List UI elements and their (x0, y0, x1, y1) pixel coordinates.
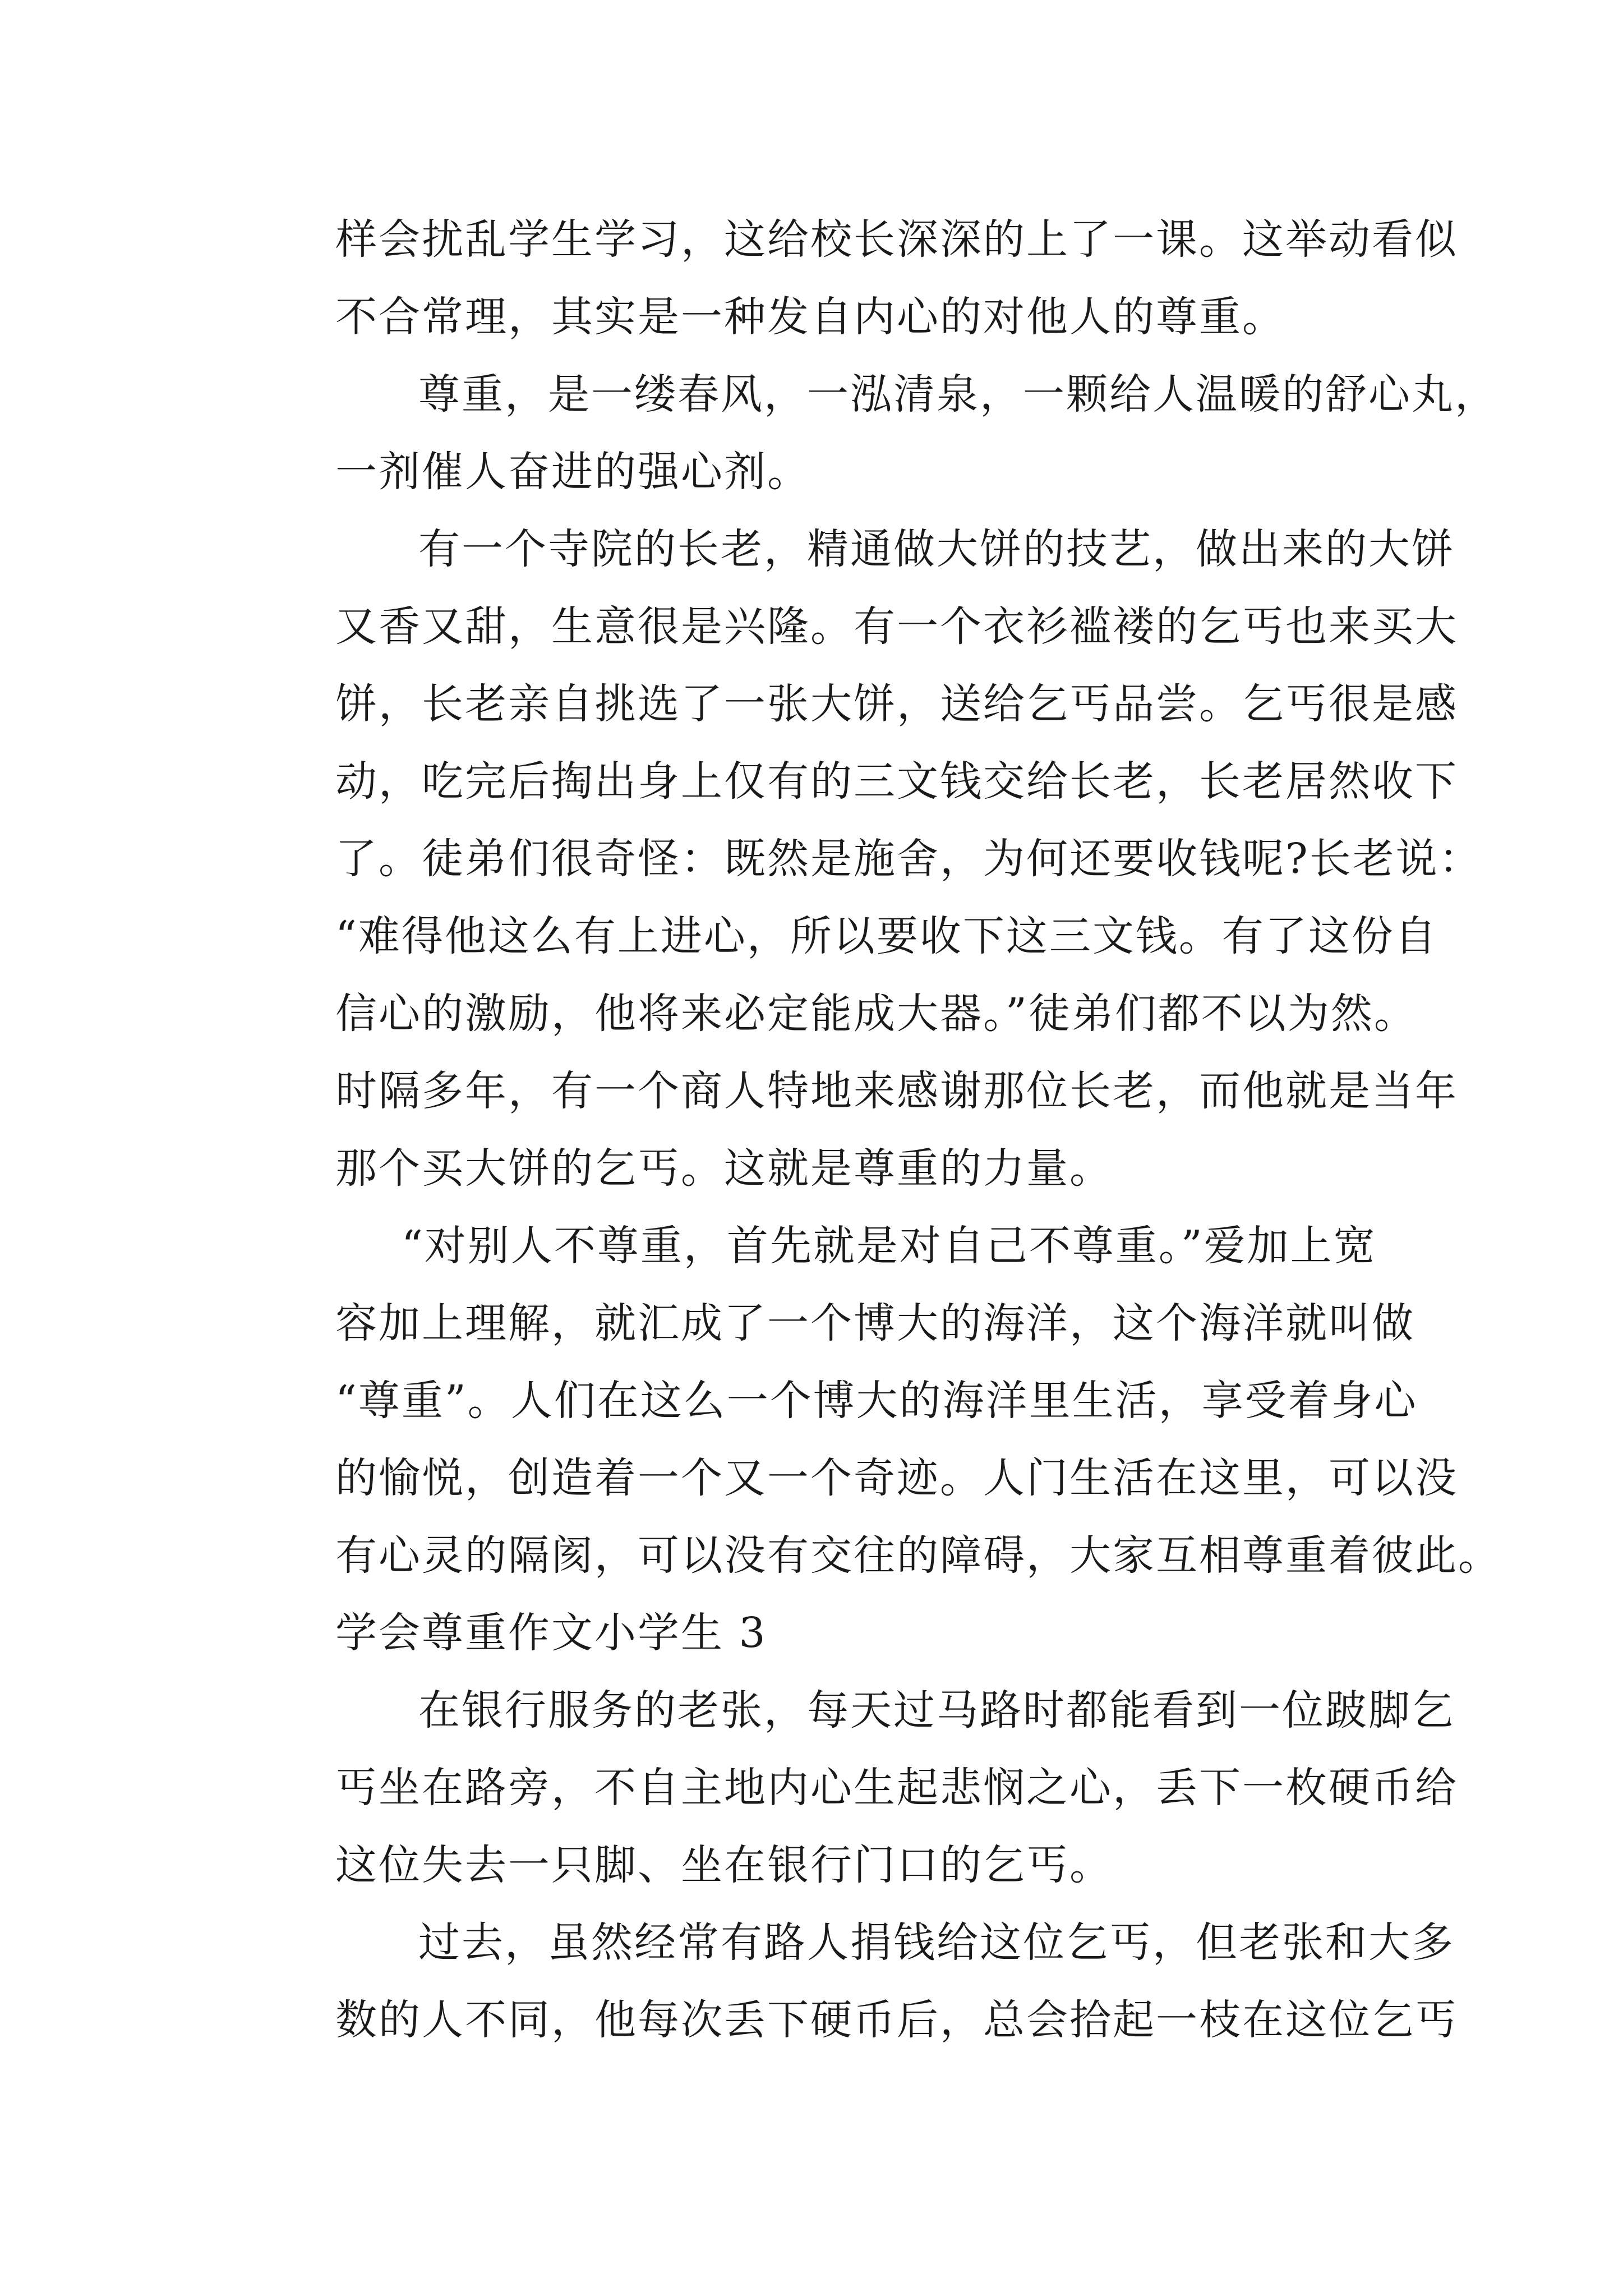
text-line: 样会扰乱学生学习，这给校长深深的上了一课。这举动看似 (335, 215, 1458, 264)
paragraph (252, 1672, 1458, 1904)
text-line: 的愉悦，创造着一个又一个奇迹。人门生活在这里，可以没 (335, 1454, 1458, 1502)
text-line: “难得他这么有上进心，所以要收下这三文钱。有了这份自 (335, 912, 1438, 960)
text-line: 有一个寺院的长老，精通做大饼的技艺，做出来的大饼 (418, 525, 1455, 573)
text-line: 不合常理，其实是一种发自内心的对他人的尊重。 (335, 293, 1285, 341)
text-line: 那个买大饼的乞丐。这就是尊重的力量。 (335, 1144, 1113, 1193)
paragraph (252, 356, 1498, 510)
text-line: “尊重”。人们在这么一个博大的海洋里生活，享受着身心 (335, 1377, 1418, 1425)
text-line: 容加上理解，就汇成了一个博大的海洋，这个海洋就叫做 (335, 1299, 1415, 1347)
text-line: 这位失去一只脚、坐在银行门口的乞丐。 (335, 1841, 1113, 1889)
paragraph (252, 1207, 1501, 1594)
text-line: 尊重，是一缕春风，一泓清泉，一颗给人温暖的舒心丸， (418, 370, 1498, 418)
text-line: 丐坐在路旁，不自主地内心生起悲悯之心，丢下一枚硬币给 (335, 1764, 1458, 1812)
text-line: 信心的激励，他将来必定能成大器。”徒弟们都不以为然。 (335, 990, 1417, 1038)
text-line: “对别人不尊重，首先就是对自己不尊重。”爱加上宽 (402, 1222, 1377, 1270)
section-heading: 学会尊重作文小学生 3 (335, 1609, 767, 1657)
text-line: 了。徒弟们很奇怪：既然是施舍，为何还要收钱呢?长老说： (335, 835, 1482, 883)
text-line: 在银行服务的老张，每天过马路时都能看到一位跛脚乞 (418, 1686, 1455, 1734)
document-body (252, 201, 1501, 2059)
text-line: 时隔多年，有一个商人特地来感谢那位长老，而他就是当年 (335, 1067, 1458, 1115)
text-line: 一剂催人奋进的强心剂。 (335, 448, 810, 496)
paragraph (252, 510, 1482, 1207)
text-line: 过去，虽然经常有路人捐钱给这位乞丐，但老张和大多 (418, 1918, 1455, 1967)
text-line: 又香又甜，生意很是兴隆。有一个衣衫褴褛的乞丐也来买大 (335, 602, 1458, 651)
text-line: 有心灵的隔阂，可以没有交往的障碍，大家互相尊重着彼此。 (335, 1531, 1501, 1580)
paragraph (252, 1904, 1458, 2059)
paragraph (252, 201, 1458, 356)
text-line: 饼，长老亲自挑选了一张大饼，送给乞丐品尝。乞丐很是感 (335, 680, 1458, 728)
text-line: 数的人不同，他每次丢下硬币后，总会拾起一枝在这位乞丐 (335, 1996, 1458, 2044)
text-line: 动，吃完后掏出身上仅有的三文钱交给长老，长老居然收下 (335, 757, 1458, 806)
